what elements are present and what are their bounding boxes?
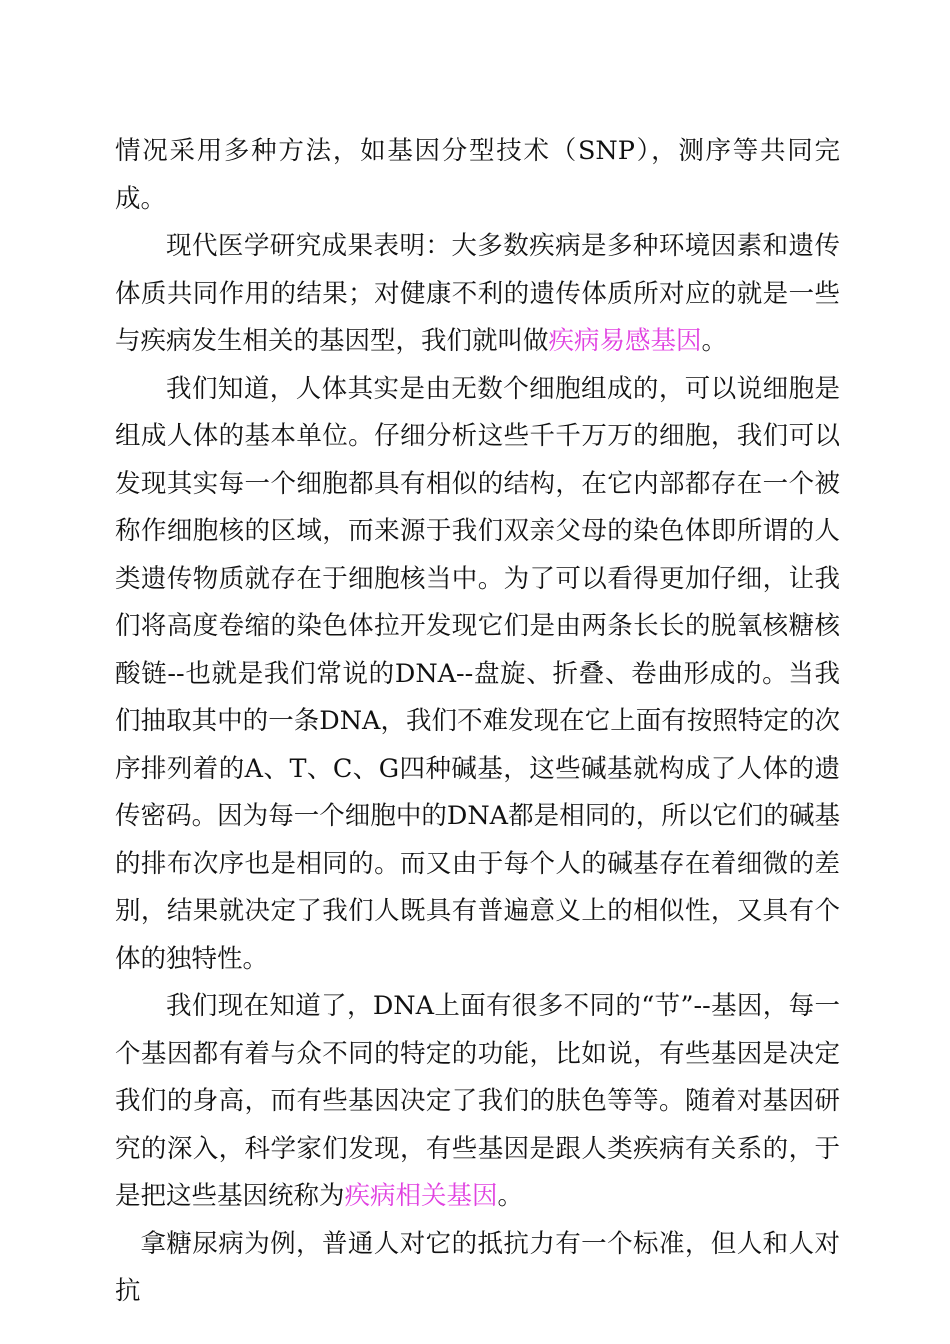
paragraph-diabetes <box>115 1221 840 1316</box>
highlighted-term-disease-related-gene: 疾病相关基因 <box>344 1181 498 1211</box>
paragraph-text: 现代医学研究成果表明：大多数疾病是多种环境因素和遗传体质共同作用的结果；对健康不利的遗传体质所对应的就是一些与疾病发生相关的基因型，我们就叫做 <box>115 231 840 356</box>
paragraph-text: 拿糖尿病为例，普通人对它的抵抗力有一个标准，但人和人对抗 <box>115 1228 840 1306</box>
highlighted-term-susceptibility-gene: 疾病易感基因 <box>548 326 702 356</box>
document-body <box>115 128 840 1316</box>
paragraph-disease-susceptibility <box>115 223 840 366</box>
paragraph-text: 我们现在知道了，DNA上面有很多不同的“节”--基因，每一个基因都有着与众不同的特定的功能，比如说，有些基因是决定我们的身高，而有些基因决定了我们的肤色等等。随着对基因研究的深入，科学家们发现，有些基因是跟人类疾病有关系的，于是把这些基因统称为 <box>115 991 840 1211</box>
paragraph-text: 我们知道，人体其实是由无数个细胞组成的，可以说细胞是组成人体的基本单位。仔细分析这些千千万万的细胞，我们可以发现其实每一个细胞都具有相似的结构，在它内部都存在一个被称作细胞核的区域，而来源于我们双亲父母的染色体即所谓的人类遗传物质就存在于细胞核当中。为了可以看得更加仔细，让我们将高度卷缩的染色体拉开发现它们是由两条长长的脱氧核糖核酸链--也就是我们常说的DNA--盘旋、折叠、卷曲形成的。当我们抽取其中的一条DNA，我们不难发现在它上面有按照特定的次序排列着的A、T、C、G四种碱基，这些碱基就构成了人体的遗传密码。因为每一个细胞中的DNA都是相同的，所以它们的碱基的排布次序也是相同的。而又由于每个人的碱基存在着细微的差别，结果就决定了我们人既具有普遍意义上的相似性，又具有个体的独特性。 <box>115 373 840 974</box>
paragraph-genes <box>115 983 840 1221</box>
paragraph-text-end: 。 <box>701 326 728 356</box>
paragraph-cell-dna <box>115 366 840 984</box>
paragraph-text-end: 。 <box>497 1181 524 1211</box>
paragraph-continuation <box>115 128 840 223</box>
paragraph-text: 情况采用多种方法，如基因分型技术（SNP），测序等共同完成。 <box>115 136 840 214</box>
